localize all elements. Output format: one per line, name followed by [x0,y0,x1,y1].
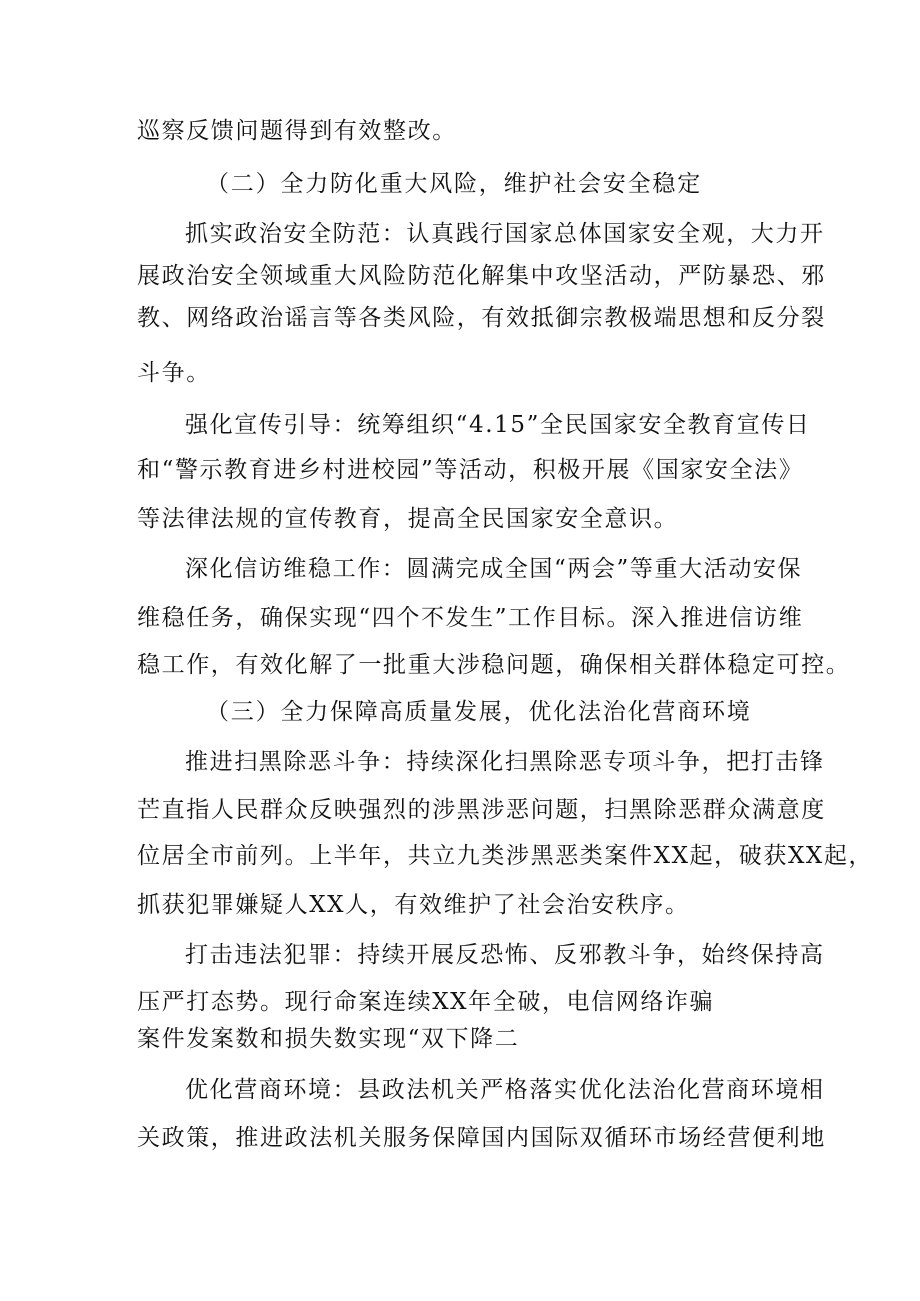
text-line: 压严打态势。现行命案连续XX年全破，电信网络诈骗 [137,989,715,1015]
text-line: 案件发案数和损失数实现“双下降二 [137,1026,520,1052]
text-line: 抓获犯罪嫌疑人XX人，有效维护了社会治安秩序。 [137,892,690,918]
text-line: 芒直指人民群众反映强烈的涉黑涉恶问题，扫黑除恶群众满意度 [137,797,826,823]
text-line: 和“警示教育进乡村进校园”等活动，积极开展《国家安全法》 [137,457,804,483]
text-line: 强化宣传引导：统筹组织“4.15”全民国家安全教育宣传日 [185,412,811,438]
text-line: 关政策，推进政法机关服务保障国内国际双循环市场经营便利地 [137,1125,826,1151]
text-line: 巡察反馈问题得到有效整改。 [137,118,457,144]
text-line: 维稳任务，确保实现“四个不发生”工作目标。深入推进信访维 [137,605,804,631]
text-line: 等法律法规的宣传教育，提高全民国家安全意识。 [137,506,679,532]
text-line: 优化营商环境：县政法机关严格落实优化法治化营商环境相 [185,1077,825,1103]
text-line: 深化信访维稳工作：圆满完成全国“两会”等重大活动安保 [185,556,803,582]
text-line: 稳工作，有效化解了一批重大涉稳问题，确保相关群体稳定可控。 [137,652,851,678]
section-heading: （三）全力保障高质量发展，优化法治化营商环境 [206,699,752,725]
text-line: 教、网络政治谣言等各类风险，有效抵御宗教极端思想和反分裂 [137,305,826,331]
text-line: 打击违法犯罪：持续开展反恐怖、反邪教斗争，始终保持高 [185,942,825,968]
text-line: 推进扫黑除恶斗争：持续深化扫黑除恶专项斗争，把打击锋 [185,749,825,775]
text-line: 抓实政治安全防范：认真践行国家总体国家安全观，大力开 [185,221,825,247]
text-line: 斗争。 [137,360,211,386]
text-line: 位居全市前列。上半年，共立九类涉黑恶类案件XX起，破获XX起， [137,843,874,869]
section-heading: （二）全力防化重大风险，维护社会安全稳定 [206,171,702,197]
text-line: 展政治安全领域重大风险防范化解集中攻坚活动，严防暴恐、邪 [137,263,826,289]
